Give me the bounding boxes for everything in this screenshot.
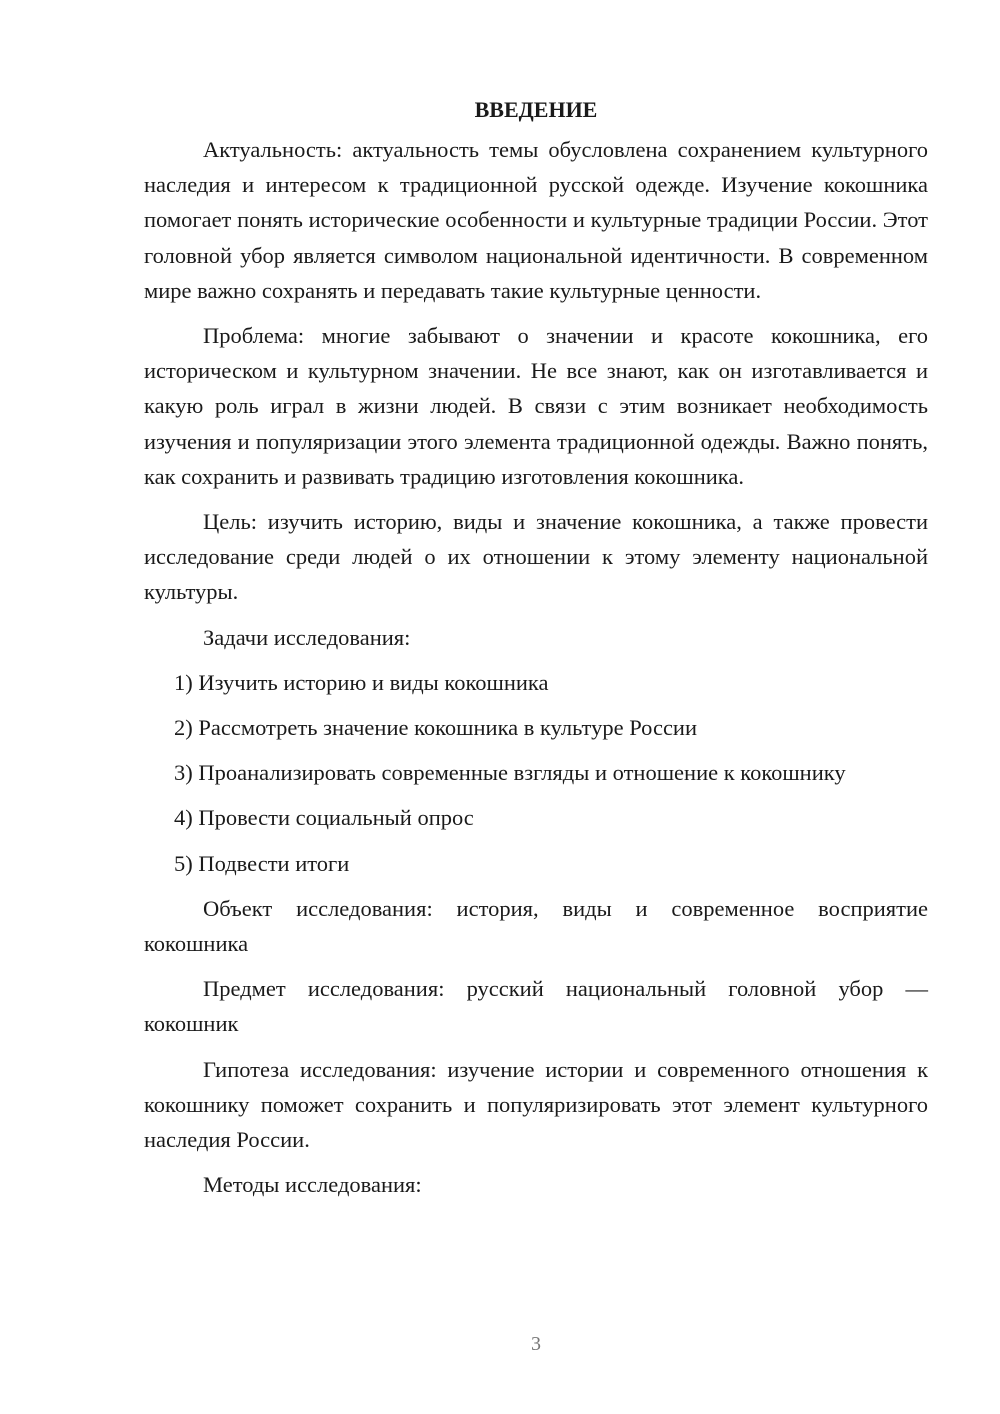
task-item-1: 1) Изучить историю и виды кокошника xyxy=(174,669,549,695)
task-list xyxy=(144,665,928,881)
paragraph-relevance: Актуальность: актуальность темы обусловлена сохранением культурного наследия и интересом к традиционной русской одежде. Изучение кокошника помогает понять исторические особенности и культурные традиции России. Этот головной убор является символом национальной идентичности. В современном мире важно сохранять и передавать такие культурные ценности. xyxy=(144,137,928,303)
task-item-4: 4) Провести социальный опрос xyxy=(174,805,474,831)
paragraph-subject: Предмет исследования: русский национальный головной убор — кокошник xyxy=(144,976,928,1037)
paragraph-goal: Цель: изучить историю, виды и значение кокошника, а также провести исследование среди людей о их отношении к этому элементу национальной культуры. xyxy=(144,509,928,605)
section-heading: ВВЕДЕНИЕ xyxy=(474,97,598,122)
paragraph-methods: Методы исследования: xyxy=(203,1172,422,1198)
task-item-2: 2) Рассмотреть значение кокошника в культуре России xyxy=(174,715,698,741)
paragraph-problem: Проблема: многие забывают о значении и красоте кокошника, его историческом и культурном значении. Не все знают, как он изготавливается и какую роль играл в жизни людей. В связи с этим возникает необходимость изучения и популяризации этого элемента традиционной одежды. Важно понять, как сохранить и развивать традицию изготовления кокошника. xyxy=(144,323,928,489)
paragraph-hypothesis: Гипотеза исследования: изучение истории и современного отношения к кокошнику поможет сохранить и популяризировать этот элемент культурного наследия России. xyxy=(144,1056,928,1153)
page-number: 3 xyxy=(531,1333,541,1355)
task-item-5: 5) Подвести итоги xyxy=(174,850,350,876)
document-page xyxy=(144,92,928,1212)
paragraph-object: Объект исследования: история, виды и современное восприятие кокошника xyxy=(144,895,928,957)
task-item-3: 3) Проанализировать современные взгляды и отношение к кокошнику xyxy=(174,760,846,786)
tasks-title: Задачи исследования: xyxy=(203,624,411,650)
